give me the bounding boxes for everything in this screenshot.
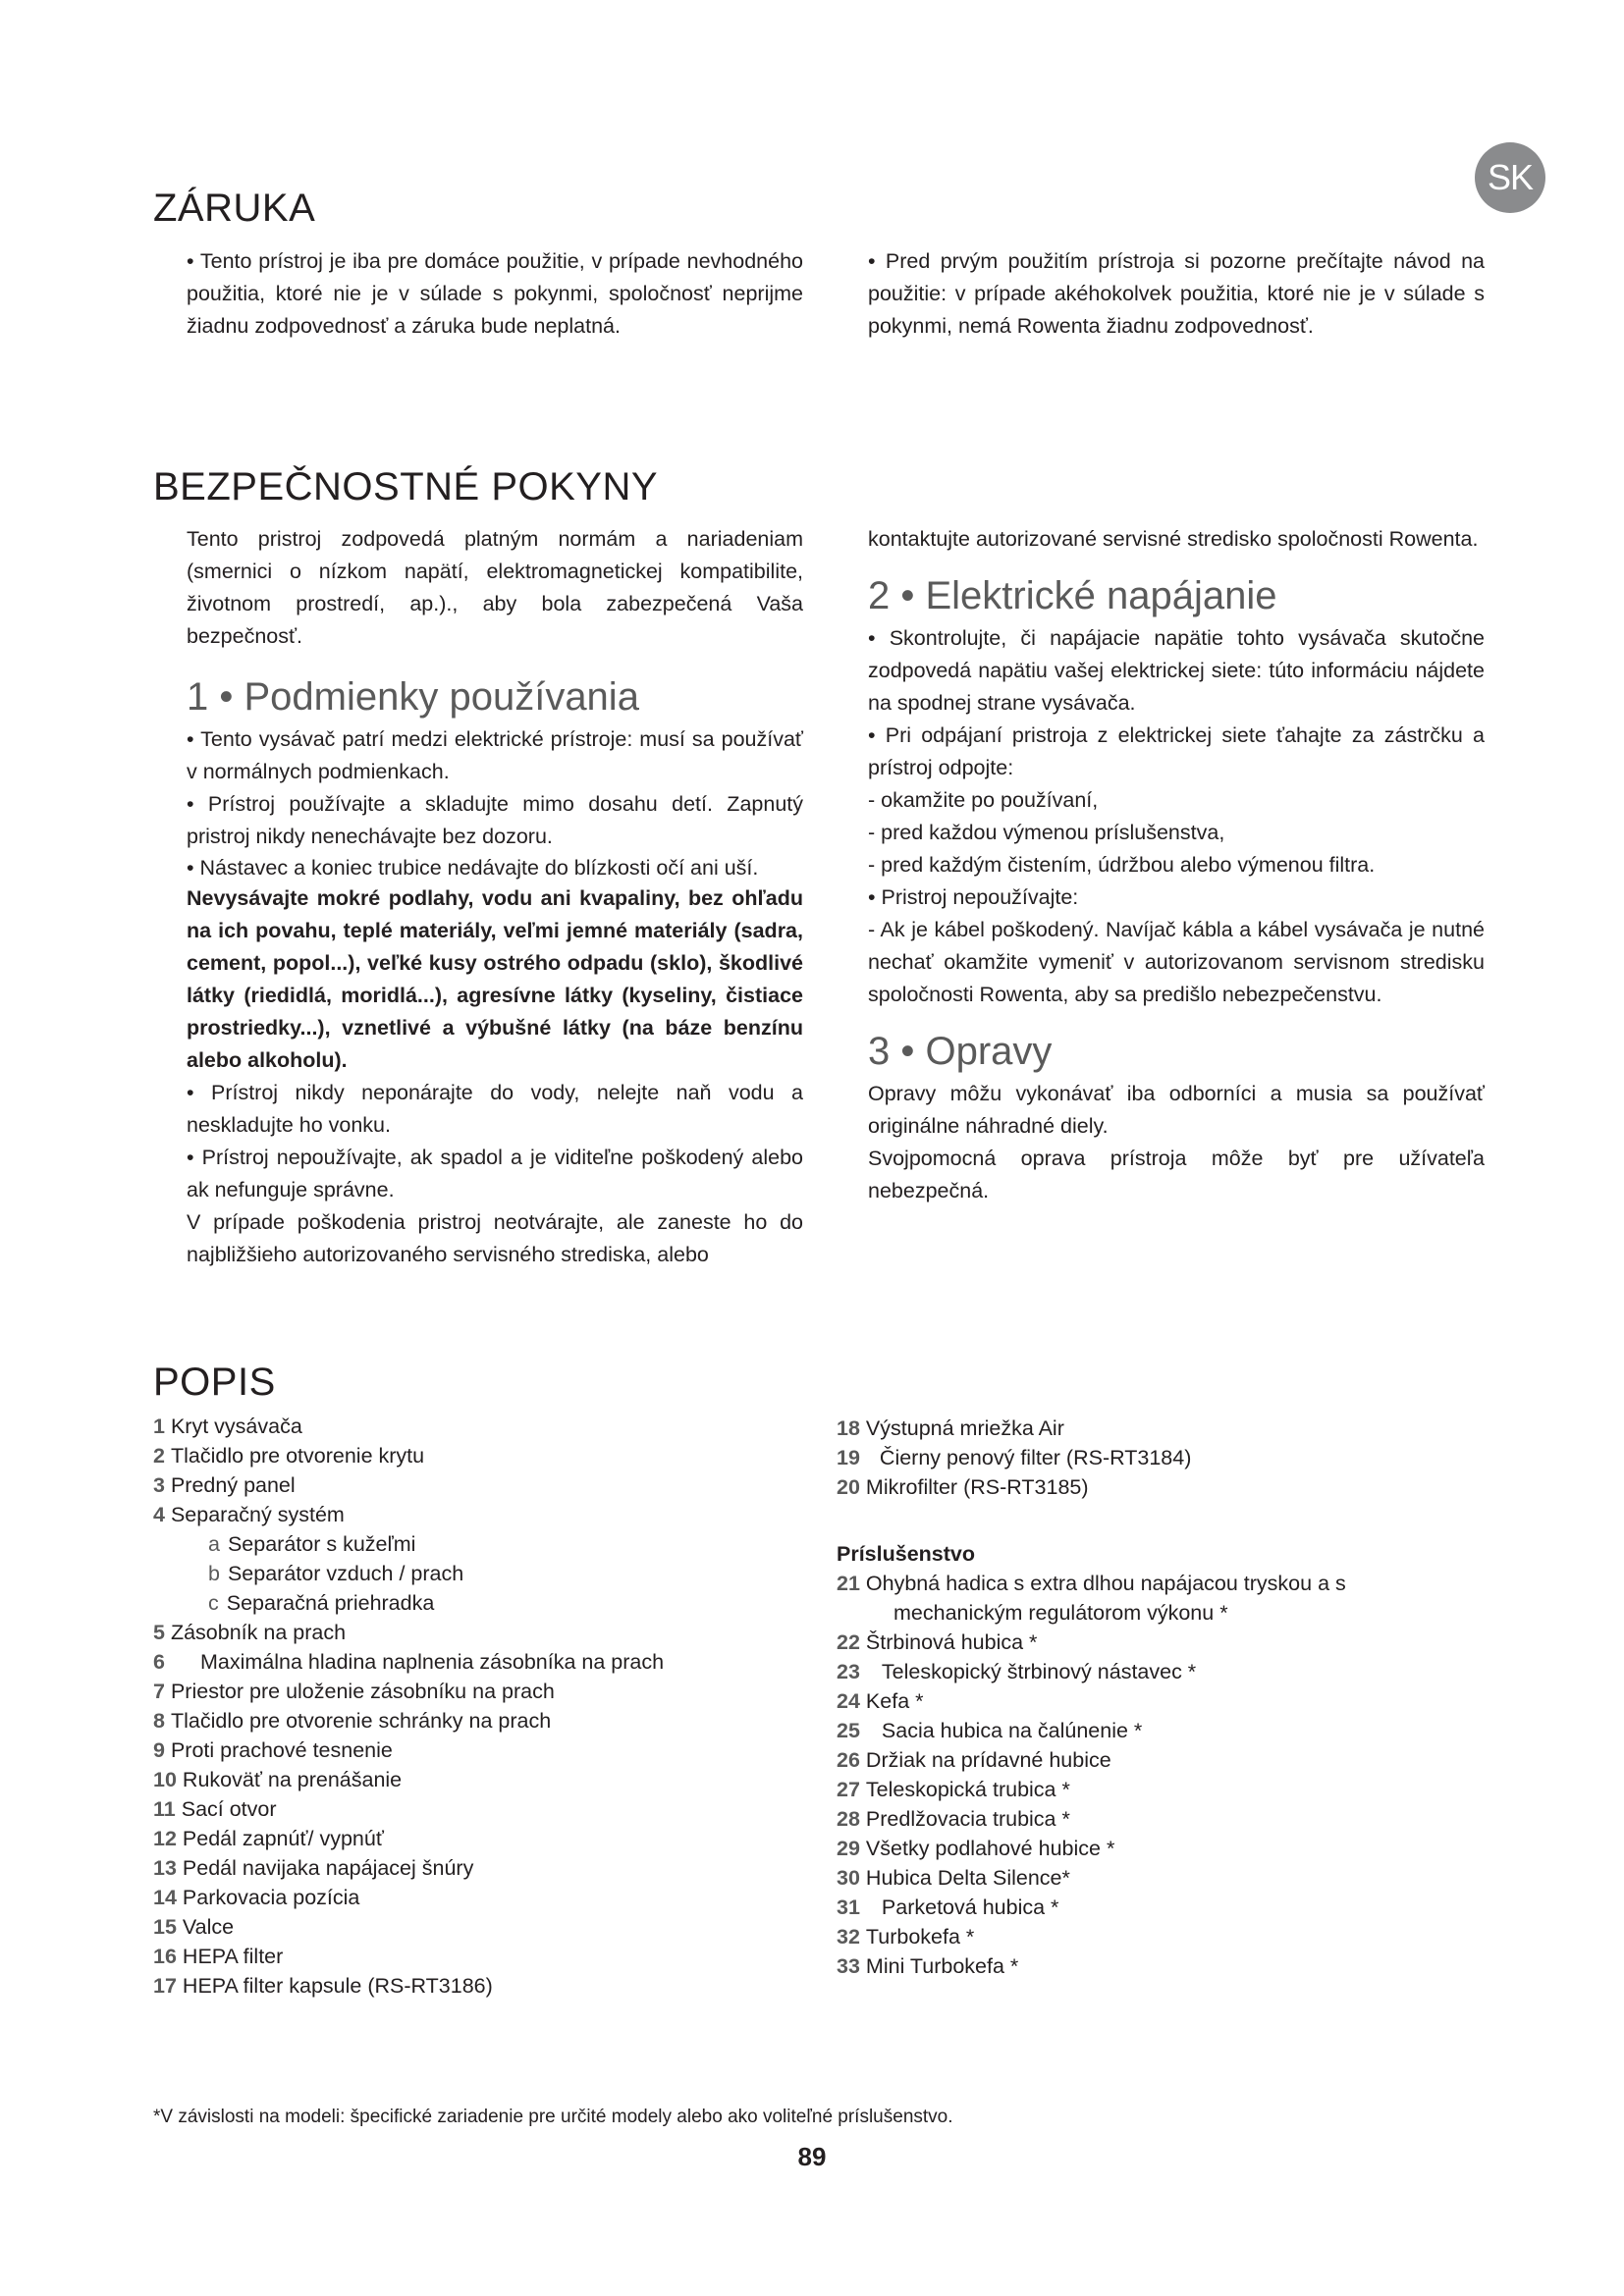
power-list-1: - okamžite po používaní, <box>868 788 1099 812</box>
list-item: 26 Držiak na prídavné hubice <box>837 1748 1111 1772</box>
list-item: 20 Mikrofilter (RS-RT3185) <box>837 1475 1089 1499</box>
list-item: 19 Čierny penový filter (RS-RT3184) <box>837 1446 1192 1469</box>
list-item: 2 Tlačidlo pre otvorenie krytu <box>153 1444 425 1468</box>
list-item: 25 Sacia hubica na čalúnenie * <box>837 1719 1143 1742</box>
usage-p6: V prípade poškodenia pristroj neotvárajte, ale zaneste ho do najbližšieho autorizovaného servisného strediska, alebo <box>187 1210 803 1266</box>
list-item: 30 Hubica Delta Silence* <box>837 1866 1070 1890</box>
safety-intro: Tento pristroj zodpovedá platným normám a nariadeniam (smernici o nízkom napätí, elektromagnetickej kompatibilite, životnom prostredí, ap.)., aby bola zabezpečená Vaša bezpečnosť. <box>187 527 803 648</box>
list-item: 16 HEPA filter <box>153 1945 284 1968</box>
zaruka-left-text: • Tento prístroj je iba pre domáce použitie, v prípade nevhodného použitia, ktoré nie je v súlade s pokynmi, spoločnosť neprijme žiadnu zodpovednosť a záruka bude neplatná. <box>187 249 803 338</box>
list-item: 11 Sací otvor <box>153 1797 277 1821</box>
list-item: 7 Priestor pre uloženie zásobníku na prach <box>153 1680 555 1703</box>
list-item: 14 Parkovacia pozícia <box>153 1886 360 1909</box>
list-item: 3 Predný panel <box>153 1473 296 1497</box>
list-subitem: c Separačná priehradka <box>208 1591 435 1615</box>
list-item: 13 Pedál navijaka napájacej šnúry <box>153 1856 474 1880</box>
usage-p1: • Tento vysávač patrí medzi elektrické prístroje: musí sa používať v normálnych podmienkach. <box>187 727 803 783</box>
usage-p5: • Prístroj nepoužívajte, ak spadol a je viditeľne poškodený alebo ak nefunguje správne. <box>187 1146 803 1201</box>
list-item: 4 Separačný systém <box>153 1503 345 1526</box>
list-item: 15 Valce <box>153 1915 235 1939</box>
section-title-bezpecnost: BEZPEČNOSTNÉ POKYNY <box>153 465 659 508</box>
list-item: 6 Maximálna hladina naplnenia zásobníka na prach <box>153 1650 665 1674</box>
accessories-title: Príslušenstvo <box>837 1542 975 1566</box>
list-item: 1 Kryt vysávača <box>153 1415 302 1438</box>
list-item: 27 Teleskopická trubica * <box>837 1778 1070 1801</box>
subsection-title-usage: 1 • Podmienky používania <box>187 675 639 719</box>
section-title-zaruka: ZÁRUKA <box>153 187 316 230</box>
section-title-popis: POPIS <box>153 1361 276 1404</box>
list-item: 17 HEPA filter kapsule (RS-RT3186) <box>153 1974 493 1998</box>
list-item: 12 Pedál zapnúť/ vypnúť <box>153 1827 384 1850</box>
list-item: 18 Výstupná mriežka Air <box>837 1416 1064 1440</box>
list-item: 9 Proti prachové tesnenie <box>153 1738 393 1762</box>
usage-warning-bold: Nevysávajte mokré podlahy, vodu ani kvapaliny, bez ohľadu na ich povahu, teplé materiály, veľmi jemné materiály (sadra, cement, popol...), veľké kusy ostrého odpadu (sklo), škodlivé látky (riedidlá, moridlá...), agresívne látky (kyseliny, čistiace prostriedky...), vznetlivé a výbušné látky (na báze benzínu alebo alkoholu). <box>187 886 803 1072</box>
zaruka-right-text: • Pred prvým použitím prístroja si pozorne prečítajte návod na použitie: v prípade akéhokolvek použitia, ktoré nie je v súlade s pokynmi, nemá Rowenta žiadnu zodpovednosť. <box>868 249 1485 338</box>
safety-left-column <box>187 523 803 1271</box>
power-list-3: - pred každým čistením, údržbou alebo výmenou filtra. <box>868 853 1376 877</box>
list-item: 29 Všetky podlahové hubice * <box>837 1837 1115 1860</box>
list-item: 31 Parketová hubica * <box>837 1896 1059 1919</box>
list-item-continuation: mechanickým regulátorom výkonu * <box>893 1601 1228 1625</box>
power-p1: • Skontrolujte, či napájacie napätie tohto vysávača skutočne zodpovedá napätiu vašej elektrickej siete: túto informáciu nájdete na spodnej strane vysávača. <box>868 626 1485 715</box>
description-left-list <box>153 1412 821 2001</box>
repairs-p2: Svojpomocná oprava prístroja môže byť pre užívateľa nebezpečná. <box>868 1147 1485 1202</box>
usage-p2: • Prístroj používajte a skladujte mimo dosahu detí. Zapnutý pristroj nikdy nenechávajte bez dozoru. <box>187 792 803 848</box>
list-item: 10 Rukoväť na prenášanie <box>153 1768 403 1791</box>
power-p3: - Ak je kábel poškodený. Navíjač kábla a kábel vysávača je nutné nechať okamžite vymeniť v autorizovanom servisnom stredisku spoločnosti Rowenta, aby sa predišlo nebezpečenstvu. <box>868 918 1485 1006</box>
list-item: 33 Mini Turbokefa * <box>837 1954 1019 1978</box>
list-item: 8 Tlačidlo pre otvorenie schránky na prach <box>153 1709 552 1733</box>
footnote: *V závislosti na modeli: špecifické zariadenie pre určité modely alebo ako voliteľné príslušenstvo. <box>153 2107 953 2127</box>
page-number: 89 <box>797 2142 827 2171</box>
subsection-title-repairs: 3 • Opravy <box>868 1030 1053 1073</box>
power-p2: • Pri odpájaní pristroja z elektrickej siete ťahajte za zástrčku a prístroj odpojte: <box>868 723 1485 779</box>
description-right-list <box>837 1414 1524 1981</box>
service-continuation: kontaktujte autorizované servisné stredisko spoločnosti Rowenta. <box>868 527 1479 551</box>
list-item: 5 Zásobník na prach <box>153 1621 347 1644</box>
usage-p4: • Prístroj nikdy neponárajte do vody, nelejte naň vodu a neskladujte ho vonku. <box>187 1081 803 1137</box>
safety-right-column <box>868 523 1485 1207</box>
list-subitem: b Separátor vzduch / prach <box>208 1562 464 1585</box>
list-item: 28 Predlžovacia trubica * <box>837 1807 1070 1831</box>
list-item: 32 Turbokefa * <box>837 1925 975 1949</box>
list-item: 22 Štrbinová hubica * <box>837 1630 1038 1654</box>
list-item: 24 Kefa * <box>837 1689 924 1713</box>
list-subitem: a Separátor s kužeľmi <box>208 1532 416 1556</box>
usage-p3: • Nástavec a koniec trubice nedávajte do blízkosti očí ani uší. <box>187 856 759 880</box>
list-item: 21 Ohybná hadica s extra dlhou napájacou tryskou a s <box>837 1572 1346 1595</box>
language-badge: SK <box>1475 142 1545 213</box>
subsection-title-power: 2 • Elektrické napájanie <box>868 574 1277 617</box>
power-list-4: • Pristroj nepoužívajte: <box>868 885 1079 909</box>
repairs-p1: Opravy môžu vykonávať iba odborníci a musia sa používať originálne náhradné diely. <box>868 1082 1485 1138</box>
list-item: 23 Teleskopický štrbinový nástavec * <box>837 1660 1197 1683</box>
power-list-2: - pred každou výmenou príslušenstva, <box>868 821 1225 844</box>
